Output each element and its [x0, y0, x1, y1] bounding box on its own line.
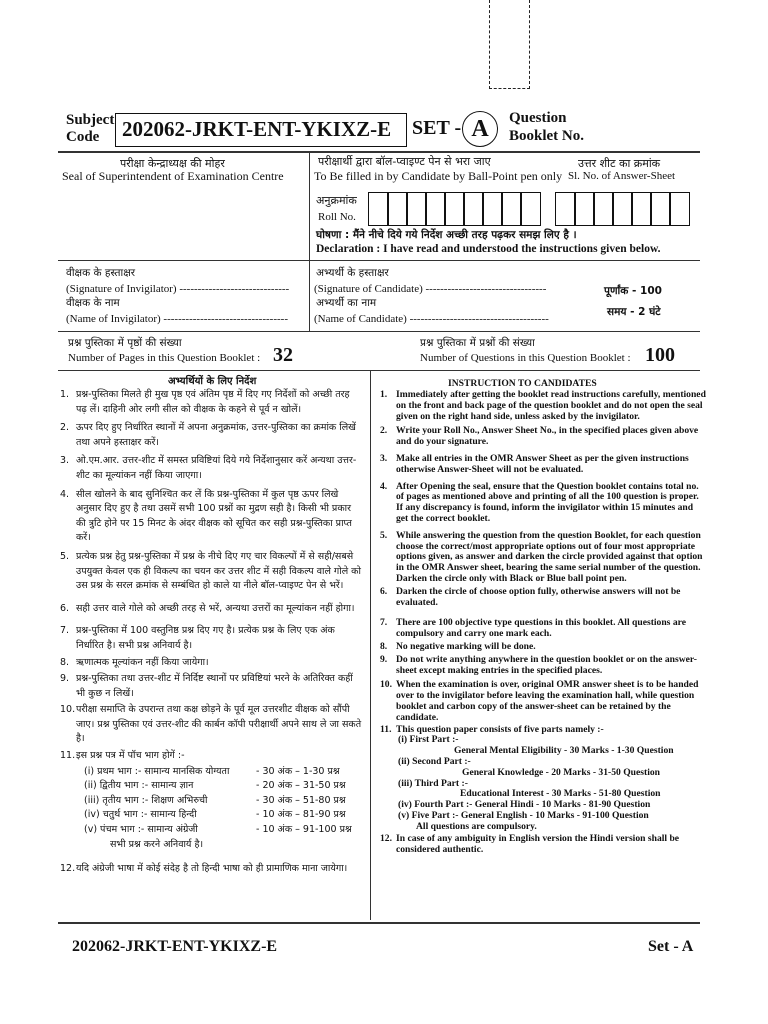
answer-sheet-english: Sl. No. of Answer-Sheet: [568, 170, 676, 182]
seal-hindi: परीक्षा केन्द्राध्यक्ष की मोहर: [120, 157, 225, 170]
hindi-item: 8. ऋणात्मक मूल्यांकन नहीं किया जायेगा।: [60, 656, 209, 668]
hindi-part-row: (v) पंचम भाग :- सामान्य अंग्रेजी - 10 अंक – 91-100 प्रश्न: [84, 824, 352, 836]
invigilator-name-line[interactable]: (Name of Invigilator) ----------------------------------: [66, 313, 288, 325]
hindi-parts-note: सभी प्रश्न करने अनिवार्य है।: [110, 838, 204, 850]
english-parts: [380, 735, 706, 832]
question-booklet-label: Question Booklet No.: [509, 110, 584, 144]
header-rule: [58, 151, 700, 153]
hindi-instructions-list: [60, 388, 362, 877]
roll-digit-box[interactable]: [406, 192, 427, 226]
english-item: 11. This question paper consists of five parts namely :-: [380, 723, 604, 735]
full-marks: पूर्णांक - 100: [604, 285, 662, 297]
hindi-item: 7. प्रश्न-पुस्तिका में 100 वस्तुनिष्ठ प्रश्न दिए गए है। प्रत्येक प्रश्न के लिए एक अंक निर्धारित है। सभी प्रश्न अनिवार्य है।: [60, 625, 335, 651]
column-divider: [370, 371, 371, 920]
questions-count-hindi: प्रश्न पुस्तिका में प्रश्नों की संख्या: [420, 337, 535, 349]
candidate-name-line[interactable]: (Name of Candidate) --------------------------------------: [314, 313, 549, 325]
english-part-head: (i) First Part :-: [398, 734, 459, 746]
fill-english: To Be filled in by Candidate by Ball-Point pen only: [314, 169, 563, 183]
hindi-item: 10. परीक्षा समाप्ति के उपरान्त तथा कक्ष छोड़ने के पूर्व मूल उत्तरशीट वीक्षक को सौंपी जाए। प्रश्न पुस्तिका एवं उत्तर-शीट की कार्बन कॉपी परीक्षार्थी अपने साथ ले जा सकते है।: [60, 704, 362, 745]
pages-count-hindi: प्रश्न पुस्तिका में पृष्ठों की संख्या: [68, 337, 182, 349]
hindi-part-row: (iv) चतुर्थ भाग :- सामान्य हिन्दी - 10 अंक – 81-90 प्रश्न: [84, 809, 346, 821]
roll-digit-box[interactable]: [482, 192, 503, 226]
english-instructions-title: INSTRUCTION TO CANDIDATES: [448, 378, 597, 389]
pages-count-english: Number of Pages in this Question Booklet :: [68, 352, 261, 364]
answer-sheet-digit-box[interactable]: [574, 192, 595, 226]
candidate-signature-line[interactable]: (Signature of Candidate) ---------------------------------: [314, 283, 547, 295]
english-item: 6. Darken the circle of choose option fully, otherwise answers will not be evaluated.: [380, 585, 681, 608]
english-part-detail: General Mental Eligibility - 30 Marks - 1-30 Question: [454, 745, 674, 757]
set-letter-circle: A: [462, 111, 498, 147]
answer-sheet-digit-box[interactable]: [555, 192, 576, 226]
pages-count-value: 32: [273, 344, 293, 366]
english-item: 12. In case of any ambiguity in English version the Hindi version shall be considered authentic.: [380, 833, 680, 856]
english-item: 4. After Opening the seal, ensure that the Question booklet contains total no. of pages as mentioned above and printing of all the 100 question is proper. If any discrepancy is found, inform the invigilator within 15 minutes and get the correct booklet.: [380, 480, 699, 524]
booklet-seal-box: [489, 0, 530, 89]
questions-count-english: Number of Questions in this Question Booklet :: [420, 352, 631, 364]
footer-rule: [58, 922, 700, 924]
invigilator-signature-hindi: वीक्षक के हस्ताक्षर: [66, 267, 136, 279]
hindi-item: 1. प्रश्न-पुस्तिका मिलते ही मुख पृष्ठ एवं अंतिम पृष्ठ में दिए गए निर्देशों को अच्छी तरह पढ़ लें। दाहिनी ओर लगी सील को वीक्षक के कहने से पूर्व न खोलें।: [60, 389, 350, 415]
hindi-item: 11. इस प्रश्न पत्र में पॉच भाग होगें :-: [60, 750, 185, 762]
answer-sheet-digit-box[interactable]: [650, 192, 671, 226]
hindi-part-row: (i) प्रथम भाग :- सामान्य मानसिक योग्यता - 30 अंक – 1-30 प्रश्न: [84, 765, 340, 777]
roll-english: Roll No.: [318, 211, 356, 223]
english-item: 1. Immediately after getting the booklet read instructions carefully, mentioned on the front and back page of the question booklet and do not open the seal given on the right hand side, unless asked by the invigilator.: [380, 389, 706, 422]
english-part-head: (iii) Third Part :-: [398, 777, 468, 789]
hindi-item: 2. ऊपर दिए हुए निर्धारित स्थानों में अपना अनुक्रमांक, उत्तर-पुस्तिका का क्रमांक लिखें तथा अपने हस्ताक्षर करें।: [60, 422, 356, 448]
english-parts-note: All questions are compulsory.: [416, 820, 537, 832]
roll-digit-box[interactable]: [501, 192, 522, 226]
answer-sheet-digit-box[interactable]: [631, 192, 652, 226]
footer-subject-code: 202062-JRKT-ENT-YKIXZ-E: [72, 938, 278, 955]
time-allowed: समय - 2 घंटे: [607, 306, 661, 318]
declaration-hindi: घोषणा : मैंने नीचे दिये गये निर्देश अच्छी तरह पढ़कर समझ लिए है ।: [316, 229, 577, 241]
hindi-item: 6. सही उत्तर वाले गोले को अच्छी तरह से भरें, अन्यथा उत्तरों का मूल्यांकन नहीं होगा।: [60, 602, 355, 614]
english-item: 5. While answering the question from the question Booklet, for each question choose the correct/most appropriate options out of four most appropriate options given, as answer and darken the circle provided against that option in the OMR Answer sheet, bearing the same serial number of the question. Darken the circle only with Black or Blue ball point pen.: [380, 529, 703, 584]
roll-hindi: अनुक्रमांक: [316, 194, 357, 207]
subject-code-label: Subject Code: [66, 112, 115, 145]
english-part-detail: Educational Interest - 30 Marks - 51-80 Question: [460, 788, 661, 800]
roll-digit-box[interactable]: [425, 192, 446, 226]
seal-english: Seal of Superintendent of Examination Centre: [62, 169, 284, 183]
candidate-signature-hindi: अभ्यर्थी के हस्ताक्षर: [316, 267, 389, 279]
vertical-divider: [309, 152, 310, 332]
hindi-item: 12. यदि अंग्रेजी भाषा में कोई संदेह है तो हिन्दी भाषा को ही प्रामाणिक माना जायेगा।: [60, 863, 348, 875]
english-item: 10. When the examination is over, original OMR answer sheet is to be handed over to the invigilator before leaving the examination hall, while question booklet and carbon copy of the answer-sheet can be retained by the candidate.: [380, 679, 699, 723]
invigilator-signature-line[interactable]: (Signature of Invigilator) ------------------------------: [66, 283, 290, 295]
footer-set: Set - A: [648, 938, 694, 955]
english-part-head: (iv) Fourth Part :- General Hindi - 10 Marks - 81-90 Question: [398, 799, 651, 811]
english-part-head: (v) Five Part :- General English - 10 Marks - 91-100 Question: [398, 809, 649, 821]
english-instructions-list: [380, 390, 706, 856]
roll-digit-box[interactable]: [463, 192, 484, 226]
roll-digit-box[interactable]: [368, 192, 389, 226]
section-rule: [58, 370, 700, 371]
hindi-item: 3. ओ.एम.आर. उत्तर-शीट में समस्त प्रविष्टियां दिये गये निर्देशानुसार करें अन्यथा उत्तर-शीट का मूल्यांकन नहीं किया जाएगा।: [60, 455, 357, 481]
english-item: 8. No negative marking will be done.: [380, 640, 536, 652]
hindi-part-row: (iii) तृतीय भाग :- शिक्षण अभिरुची - 30 अंक – 51-80 प्रश्न: [84, 794, 346, 806]
answer-sheet-digit-box[interactable]: [593, 192, 614, 226]
roll-digit-box[interactable]: [444, 192, 465, 226]
english-item: 3. Make all entries in the OMR Answer Sheet as per the given instructions otherwise Answer-Sheet will not be evaluated.: [380, 452, 689, 475]
hindi-item: 5. प्रत्येक प्रश्न हेतु प्रश्न-पुस्तिका में प्रश्न के नीचे दिए गए चार विकल्पों में से सही/सबसे उपयुक्त केवल एक ही विकल्प का चयन कर उत्तर शीट में सही विकल्प वाले गोले को उस प्रश्न के सरल क्रमांक से सम्बंधित हो काले या नीले बॉल-प्वाइण्ट पेन से भरें।: [60, 550, 361, 592]
hindi-item: 4. सील खोलने के बाद सुनिश्चित कर लें कि प्रश्न-पुस्तिका में कुल पृष्ठ ऊपर लिखे अनुसार दिए हुए है तथा उसमें सभी 100 प्रश्नों का मुद्रण सही है। किसी भी प्रकार की त्रुटि होने पर 15 मिनट के अंदर वीक्षक को सूचित कर सही प्रश्न-पुस्तिका प्राप्त करें।: [60, 488, 352, 544]
answer-sheet-digit-box[interactable]: [612, 192, 633, 226]
section-rule: [58, 260, 700, 261]
invigilator-name-hindi: वीक्षक के नाम: [66, 297, 120, 309]
english-item: 7. There are 100 objective type questions in this booklet. All questions are compulsory and carry one mark each.: [380, 617, 686, 640]
hindi-item: 9. प्रश्न-पुस्तिका तथा उत्तर-शीट में निर्दिष्ट स्थानों पर प्रविष्टियां भरने के अतिरिक्त कहीं भी कुछ न लिखें।: [60, 673, 353, 699]
answer-sheet-hindi: उत्तर शीट का क्रमांक: [578, 157, 661, 170]
candidate-name-hindi: अभ्यर्थी का नाम: [316, 297, 377, 309]
set-label: SET -: [412, 117, 462, 139]
declaration-english: Declaration : I have read and understood the instructions given below.: [316, 243, 661, 255]
english-item: 9. Do not write anything anywhere in the question booklet or on the answer-sheet except making entries in the specified places.: [380, 653, 697, 676]
roll-digit-box[interactable]: [387, 192, 408, 226]
subject-code: 202062-JRKT-ENT-YKIXZ-E: [122, 117, 392, 141]
answer-sheet-digit-box[interactable]: [669, 192, 690, 226]
questions-count-value: 100: [645, 344, 675, 366]
hindi-parts: [60, 765, 362, 853]
english-item: 2. Write your Roll No., Answer Sheet No., in the specified places given above and do your signature.: [380, 425, 699, 448]
hindi-part-row: (ii) द्वितीय भाग :- सामान्य ज्ञान - 20 अंक – 31-50 प्रश्न: [84, 780, 346, 792]
fill-hindi: परीक्षार्थी द्वारा बॉल-प्वाइण्ट पेन से भरा जाए: [318, 155, 491, 168]
hindi-instructions-title: अभ्यर्थियों के लिए निर्देश: [168, 376, 257, 387]
section-rule: [58, 331, 700, 332]
english-part-detail: General Knowledge - 20 Marks - 31-50 Question: [462, 766, 660, 778]
english-part-head: (ii) Second Part :-: [398, 755, 471, 767]
roll-digit-box[interactable]: [520, 192, 541, 226]
